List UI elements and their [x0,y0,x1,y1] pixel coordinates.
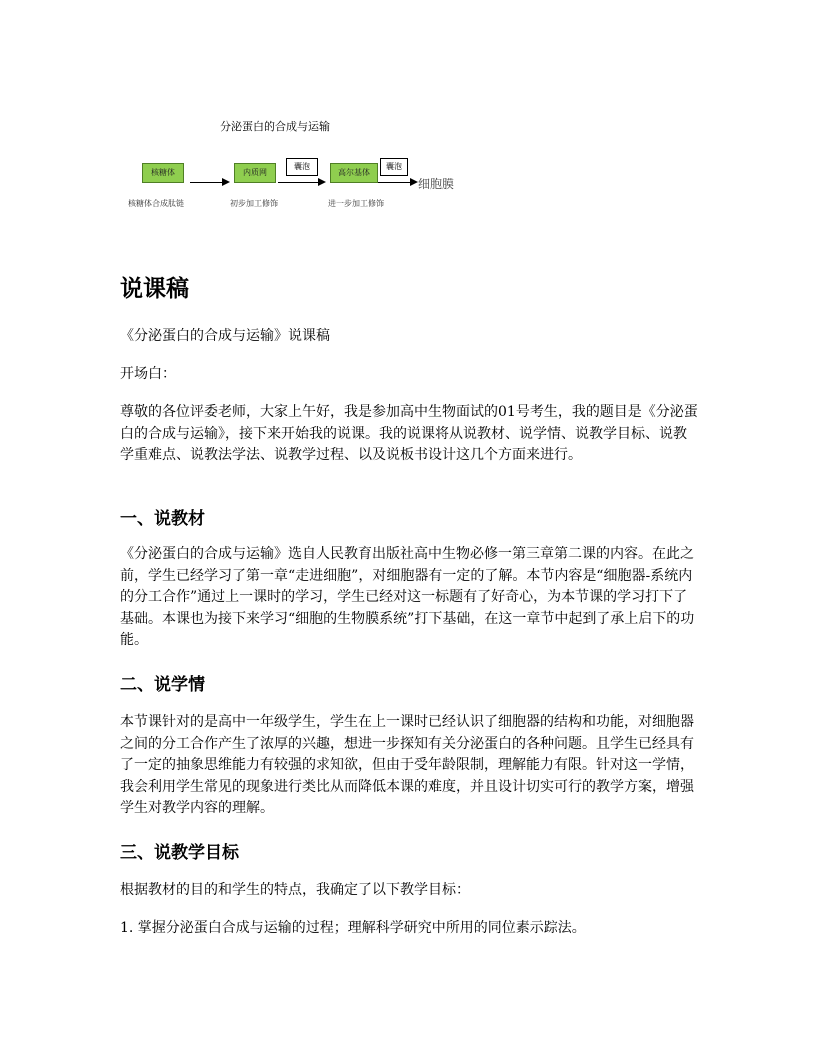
ribosome-sublabel: 核糖体合成肽链 [128,199,184,208]
vesicle-box-2: 囊泡 [380,158,408,176]
golgi-sublabel: 进一步加工修饰 [328,199,384,208]
diagram-title: 分泌蛋白的合成与运输 [220,120,330,133]
golgi-box: 高尔基体 [330,163,378,183]
ribosome-box: 核糖体 [142,163,184,183]
arrow-1 [190,182,228,183]
goal-item-1: 1. 掌握分泌蛋白合成与运输的过程；理解科学研究中所用的同位素示踪法。 [120,920,586,936]
vesicle-box-1: 囊泡 [286,158,318,176]
opening-paragraph: 尊敬的各位评委老师，大家上午好，我是参加高中生物面试的01号考生，我的题目是《分泌蛋白的合成与运输》，接下来开始我的说课。我的说课将从说教材、说学情、说教学目标、说教学重难点、说教法学法、说教学过程、以及说板书设计这几个方面来进行。 [120,404,698,463]
document-subtitle: 《分泌蛋白的合成与运输》说课稿 [120,328,330,344]
er-sublabel: 初步加工修饰 [230,199,278,208]
arrow-2 [278,182,324,183]
section-body-students: 本节课针对的是高中一年级学生，学生在上一课时已经认识了细胞器的结构和功能，对细胞器之间的分工合作产生了浓厚的兴趣，想进一步探知有关分泌蛋白的各种问题。且学生已经具有了一定的抽象思维能力有较强的求知欲，但由于受年龄限制，理解能力有限。针对这一学情，我会利用学生常见的现象进行类比从而降低本课的难度，并且设计切实可行的教学方案，增强学生对教学内容的理解。 [120,714,694,816]
section-heading-materials: 一、说教材 [120,509,205,529]
document-title: 说课稿 [120,276,189,302]
opening-label: 开场白： [120,366,176,382]
cell-membrane-label: 细胞膜 [418,177,455,191]
section-heading-students: 二、说学情 [120,675,205,695]
section-body-materials: 《分泌蛋白的合成与运输》选自人民教育出版社高中生物必修一第三章第二课的内容。在此之前，学生已经学习了第一章“走进细胞”，对细胞器有一定的了解。本节内容是“细胞器-系统内的分工合作”通过上一课时的学习，学生已经对这一标题有了好奇心，为本节课的学习打下了基础。本课也为接下来学习“细胞的生物膜系统”打下基础，在这一章节中起到了承上启下的功能。 [120,546,695,648]
section-body-goals: 根据教材的目的和学生的特点，我确定了以下教学目标： [120,882,470,898]
er-box: 内质网 [234,163,276,183]
section-heading-goals: 三、说教学目标 [120,843,239,863]
process-diagram [120,110,480,220]
arrow-3 [378,182,416,183]
